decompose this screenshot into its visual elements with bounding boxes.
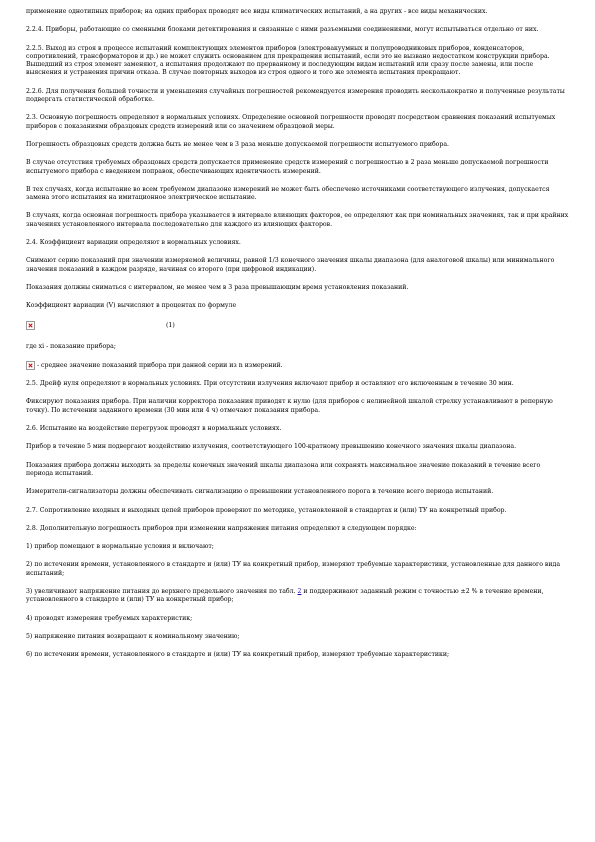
list-item-2: 2) по истечении времени, установленного в стандарте и (или) ТУ на конкретный прибор, измеряют требуемые характеристики, установленные для данного вида испытаний;	[26, 561, 561, 577]
paragraph-zero-readings: Фиксируют показания прибора. При наличии корректора показания приводят к нулю (для приборов с нелинейной шкалой стрелку устанавливают в реперную точку). По истечении заданного времени (30 мин или 4 ч) отмечают показания прибора.	[26, 398, 553, 414]
paragraph-2-2-6: 2.2.6. Для получения большей точности и уменьшения случайных погрешностей рекомендуется измерения проводить несколькократно и полученные результаты подвергать статистической обработке.	[26, 87, 565, 104]
formula-number: (1)	[166, 321, 175, 329]
formula-row	[26, 321, 569, 333]
paragraph-2-4: 2.4. Коэффициент вариации определяют в нормальных условиях.	[26, 239, 241, 247]
list-item-1: 1) прибор помещают в нормальные условия и включают;	[26, 543, 214, 551]
paragraph-range-substitution: В тех случаях, когда испытание во всем требуемом диапазоне измерений не может быть обеспечено источниками соответствующего излучения, допускается замена этого испытания на имитационное электрическое испытание.	[26, 185, 550, 202]
broken-image-icon	[26, 361, 35, 370]
paragraph-2-3: 2.3. Основную погрешность определяют в нормальных условиях. Определение основной погрешности проводят посредством сравнения показаний испытуемых приборов с показаниями образцовых средств измерений или со значением образцовой меры.	[26, 114, 556, 130]
paragraph-overload-readings: Показания прибора должны выходить за пределы конечных значений шкалы диапазона или сохранять максимальное значение показаний в течение всего периода испытаний.	[26, 461, 541, 477]
paragraph-2-7: 2.7. Сопротивление входных и выходных цепей приборов проверяют по методике, установленной в стандартах и (или) ТУ на конкретный прибор.	[26, 506, 507, 514]
paragraph-overload-exposure: Прибор в течение 5 мин подвергают воздействию излучения, соответствующего 100-кратному превышению конечного значения шкалы диапазона.	[26, 443, 517, 451]
paragraph-influencing-factors: В случаях, когда основная погрешность прибора указывается в интервале влияющих факторов, ее определяют как при номинальных значениях, так и при крайних значениях установленного интервала последовательно для каждого из влияющих факторов.	[26, 212, 569, 228]
mean-text: - среднее значение показаний прибора при данной серии из n измерений.	[35, 361, 283, 369]
list-item-6: 6) по истечении времени, установленного в стандарте и (или) ТУ на конкретный прибор, измеряют требуемые характеристики;	[26, 651, 450, 659]
broken-image-icon	[26, 321, 35, 330]
formula-mean-definition	[26, 361, 569, 370]
paragraph-continuation: применение однотипных приборов; на одних приборах проводят все виды климатических испытаний, а на других - все виды механических.	[26, 8, 488, 15]
list-item-5: 5) напряжение питания возвращают к номинальному значению;	[26, 632, 240, 640]
paragraph-2-2-5: 2.2.5. Выход из строя в процессе испытаний комплектующих элементов приборов (электровакуумных и полупроводниковых приборов, конденсаторов, сопротивлений, трансформаторов и др.) не может служить основанием для прекращения испытаний, если это не вызвано недостатком конструкции прибора. Вышедший из строя элемент заменяют, а испытания продолжают по прерванному и последующим видам испытаний или сразу после замены, или после выяснения и устранения причин отказа. В случае повторных выходов из строя одного и того же элемента испытания прекращают.	[26, 44, 550, 77]
paragraph-2-5: 2.5. Дрейф нуля определяют в нормальных условиях. При отсутствии излучения включают прибор и оставляют его включенным в течение 30 мин.	[26, 380, 514, 388]
formula-where: где xi - показание прибора;	[26, 342, 116, 350]
table-reference-link[interactable]: 2	[297, 587, 302, 595]
list-item-3	[26, 588, 569, 605]
paragraph-2-8: 2.8. Дополнительную погрешность приборов при изменении напряжения питания определяют в следующем порядке:	[26, 524, 417, 532]
paragraph-formula-intro: Коэффициент вариации (V) вычисляют в процентах по формуле	[26, 302, 237, 310]
item3-after: и поддерживают заданный режим с точностью ±2 % в течение времени, установленного в стандарте и (или) ТУ на конкретный прибор;	[26, 587, 544, 604]
paragraph-reference-error: Погрешность образцовых средств должна быть не менее чем в 3 раза меньше допускаемой погрешности испытуемого прибора.	[26, 140, 450, 148]
paragraph-signal-meters: Измерители-сигнализаторы должны обеспечивать сигнализацию о превышении установленного порога в течение всего периода испытаний.	[26, 488, 494, 496]
paragraph-series-readings: Снимают серию показаний при значении измеряемой величины, равной 1/3 конечного значения шкалы диапазона (для аналоговой шкалы) или минимального значения показаний в каждом разряде, начиная со второго (при цифровой индикации).	[26, 257, 555, 273]
paragraph-2-2-4: 2.2.4. Приборы, работающие со сменными блоками детектирования и связанные с ними разъемными соединениями, могут испытываться отдельно от них.	[26, 26, 539, 34]
item3-before: 3) увеличивают напряжение питания до верхнего предельного значения по табл.	[26, 587, 298, 595]
paragraph-reading-interval: Показания должны сниматься с интервалом, не менее чем в 3 раза превышающим время установления показаний.	[26, 283, 409, 291]
list-item-4: 4) проводят измерения требуемых характеристик;	[26, 614, 193, 622]
paragraph-no-reference: В случае отсутствия требуемых образцовых средств допускается применение средств измерений с погрешностью в 2 раза меньше допускаемой погрешности испытуемого прибора с введением поправок, обеспечивающих идентичность измерений.	[26, 159, 549, 175]
paragraph-2-6: 2.6. Испытание на воздействие перегрузок проводят в нормальных условиях.	[26, 425, 282, 433]
